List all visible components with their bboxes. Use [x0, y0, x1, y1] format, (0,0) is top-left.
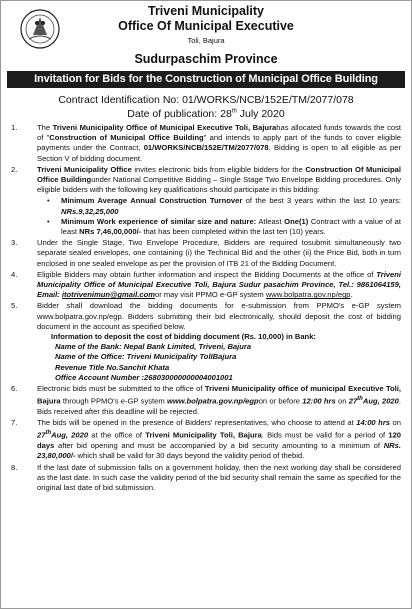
- egp-submission-link[interactable]: www.bolpatra.gov.np/egp: [166, 396, 259, 406]
- clause-number: 8.: [11, 462, 18, 472]
- clause-5: 5. Bidder shall download the bidding documents for e-submission from PPMO's e-GP system www.bolpatra.gov.np/egp. Bidders submitting their bid electronically, should deposit the cost of bidding document in the account as specified below. Information to deposit the cost of bidding document (Rs. 10,000) in Bank: Name of the Bank: Nepal Bank Limited, Triveni, Bajura Name of the Office: Triveni Municipality TolIBajura Revenue Title No.Sanchit Khata Office Account Number :268030000000004001001: [11, 301, 401, 382]
- bank-deposit-info: [37, 332, 401, 383]
- clause-4: 4. Eligible Bidders may obtain further information and inspect the Bidding Documents at the office of Triveni Municipality Office of Municipal Executive Toli, Bajura Sudur pasachim Province, Tel.: 9861064159, Email: itotrivenimun@gmail.comor may visit PPMO e-GP system www.bolpatra.gov.np/egp.: [11, 269, 401, 300]
- clause-number: 5.: [11, 301, 18, 311]
- qualification-turnover: • Minimum Average Annual Construction Turnover of the best 3 years within the last 10 years: NRs.9,32,25,000: [47, 196, 402, 216]
- municipality-name: Triveni Municipality: [148, 4, 264, 18]
- clause-6: 6. Electronic bids must be submitted to the office of Triveni Municipality office of municipal Executive Toli, Bajura through PPMO's e-GP system www.bolpatra.gov.np/egpon or before 12:00 hrs on 27thAug, 2020. Bids received after this deadline will be rejected.: [11, 384, 401, 417]
- clause-8: 8. If the last date of submission falls on a government holiday, then the next working day shall be considered as the last date. In such case the validity period of the bid security shall remain the same as specified for the original last date of bid submission.: [11, 462, 401, 492]
- province-name: Sudurpaschim Province: [134, 52, 278, 66]
- office-name: Office Of Municipal Executive: [118, 19, 294, 33]
- bank-name: Name of the Bank: Nepal Bank Limited, Triveni, Bajura: [55, 342, 252, 352]
- clause-7: 7. The bids will be opened in the presence of Bidders' representatives, who choose to attend at 14:00 hrs on 27thAug, 2020 at the office of Triveni Municipality Toli, Bajura. Bids must be valid for a period of 120 days after bid opening and must be accompanied by a bid security amounting to a minimum of NRs. 23,80,000/- which shall be valid for 30 days beyond the validity period of thebid.: [11, 418, 402, 461]
- clause-1: 1. The Triveni Municipality Office of Municipal Executive Toli, Bajurahas allocated funds towards the cost of "Construction of Municipal Office Building" and intends to apply part of the funds to cover eligible payments under the Contract, 01/WORKS/NCB/152E/TM/2077/078. Bidding is open to all eligible as per Section V of bidding document.: [11, 123, 402, 163]
- bullet-icon: •: [47, 196, 50, 206]
- clause-number: 3.: [11, 238, 18, 248]
- account-number: Office Account Number :268030000000004001001: [55, 372, 233, 382]
- contract-identification: Contract Identification No: 01/WORKS/NCB/152E/TM/2077/078: [58, 94, 354, 106]
- deposit-info-title: Information to deposit the cost of bidding document (Rs. 10,000) in Bank:: [51, 332, 316, 342]
- qualification-experience: • Minimum Work experience of similar size and nature: Atleast One(1) Contract with a value of at least NRs 7,46,00,000/- that has been completed within the last ten (10) years.: [47, 216, 401, 237]
- clause-number: 7.: [11, 418, 18, 428]
- clause-number: 2.: [11, 164, 18, 174]
- clause-number: 6.: [11, 384, 18, 394]
- notice-body: [11, 123, 401, 494]
- contact-email-link[interactable]: itotrivenimun@gmail.com: [61, 290, 155, 300]
- notice-title-banner: Invitation for Bids for the Construction of Municipal Office Building: [7, 71, 405, 88]
- bullet-icon: •: [47, 216, 50, 226]
- egp-link[interactable]: www.bolpatra.gov.np/egp: [265, 290, 351, 300]
- publication-date: Date of publication: 28th July 2020: [127, 108, 285, 120]
- notice-header: [1, 1, 411, 77]
- revenue-title: Revenue Title No.Sanchit Khata: [55, 362, 170, 372]
- qualification-list: [11, 196, 401, 237]
- clause-number: 1.: [11, 123, 18, 132]
- clause-3: 3. Under the Single Stage, Two Envelope Procedure, Bidders are required tosubmit simultaneously two separate sealed envelopes, one containing (i) the Technical Bid and the other (ii) the Price Bid, both in turn enclosed in one sealed envelope as per the provision of ITB 21 of the Bidding Document.: [11, 238, 401, 268]
- office-location: Toli, Bajura: [187, 36, 225, 45]
- clause-2: 2. Triveni Municipality Office invites electronic bids from eligible bidders for the Construction Of Municipal Office Buildingunder National Competitive Bidding – Single Stage Two Envelope Bidding procedures. Only eligible bidders with the following key qualifications should participate in this bidding:: [11, 164, 401, 195]
- clause-number: 4.: [11, 269, 18, 279]
- office-name-line: Name of the Office: Triveni Municipality TolIBajura: [55, 352, 237, 362]
